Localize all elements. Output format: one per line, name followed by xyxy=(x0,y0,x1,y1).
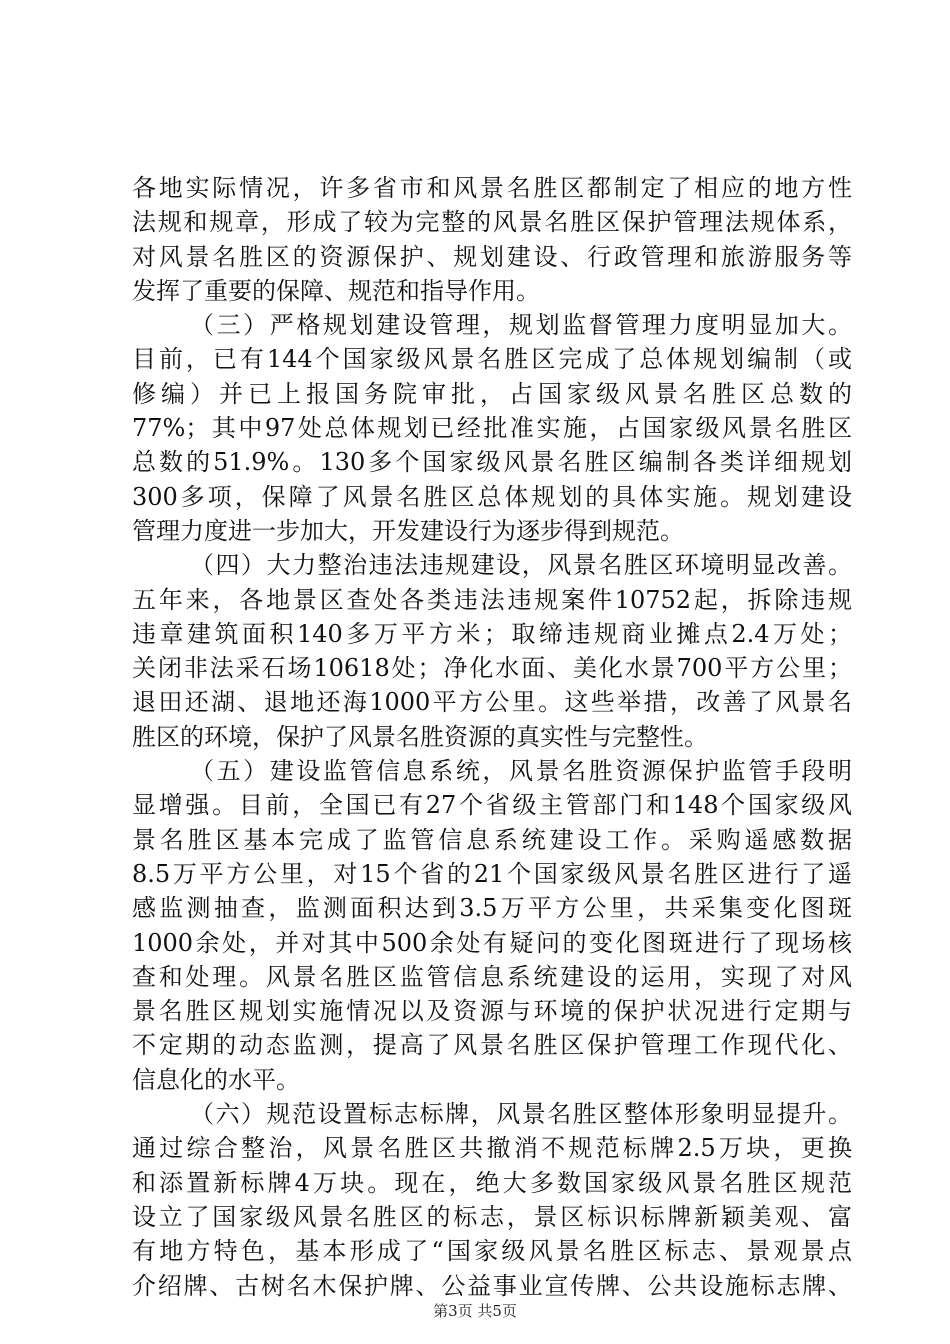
text-line: 景名胜区基本完成了监管信息系统建设工作。采购遥感数据 xyxy=(132,825,852,854)
text-line: 违章建筑面积140多万平方米；取缔违规商业摊点2.4万处； xyxy=(132,619,852,648)
text-line: 修编）并已上报国务院审批，占国家级风景名胜区总数的 xyxy=(132,379,852,408)
text-line: （五）建设监管信息系统，风景名胜资源保护监管手段明 xyxy=(190,757,852,786)
text-line: （四）大力整治违法违规建设，风景名胜区环境明显改善。 xyxy=(190,551,852,580)
text-line: 感监测抽查，监测面积达到3.5万平方公里，共采集变化图斑 xyxy=(132,894,852,923)
text-line: 有地方特色，基本形成了“国家级风景名胜区标志、景观景点 xyxy=(132,1237,852,1266)
text-line: 目前，已有144个国家级风景名胜区完成了总体规划编制（或 xyxy=(132,345,852,374)
text-line: 退田还湖、退地还海1000平方公里。这些举措，改善了风景名 xyxy=(132,688,852,717)
text-line: 关闭非法采石场10618处；净化水面、美化水景700平方公里； xyxy=(132,654,852,683)
text-line: （三）严格规划建设管理，规划监督管理力度明显加大。 xyxy=(190,311,852,340)
text-line: 五年来，各地景区查处各类违法违规案件10752起，拆除违规 xyxy=(132,585,852,614)
text-line: 300多项，保障了风景名胜区总体规划的具体实施。规划建设 xyxy=(132,482,852,511)
text-line: 发挥了重要的保障、规范和指导作用。 xyxy=(132,276,540,305)
text-line: 和添置新标牌4万块。现在，绝大多数国家级风景名胜区规范 xyxy=(132,1168,852,1197)
text-line: 介绍牌、古树名木保护牌、公益事业宣传牌、公共设施标志牌、 xyxy=(132,1271,852,1300)
text-line: 77%；其中97处总体规划已经批准实施，占国家级风景名胜区 xyxy=(132,414,852,443)
text-line: （六）规范设置标志标牌，风景名胜区整体形象明显提升。 xyxy=(190,1100,852,1129)
text-line: 对风景名胜区的资源保护、规划建设、行政管理和旅游服务等 xyxy=(132,242,852,271)
text-line: 管理力度进一步加大，开发建设行为逐步得到规范。 xyxy=(132,516,684,545)
page-footer: 第3页 共5页 xyxy=(433,1302,517,1320)
text-line: 法规和规章，形成了较为完整的风景名胜区保护管理法规体系， xyxy=(132,208,852,237)
document-body xyxy=(132,171,852,1303)
text-line: 胜区的环境，保护了风景名胜资源的真实性与完整性。 xyxy=(132,722,708,751)
text-line: 查和处理。风景名胜区监管信息系统建设的运用，实现了对风 xyxy=(132,962,852,991)
text-line: 显增强。目前，全国已有27个省级主管部门和148个国家级风 xyxy=(132,791,852,820)
text-line: 不定期的动态监测，提高了风景名胜区保护管理工作现代化、 xyxy=(132,1031,852,1060)
text-line: 总数的51.9%。130多个国家级风景名胜区编制各类详细规划 xyxy=(132,448,852,477)
text-line: 信息化的水平。 xyxy=(132,1065,300,1094)
text-line: 通过综合整治，风景名胜区共撤消不规范标牌2.5万块，更换 xyxy=(132,1134,852,1163)
text-line: 8.5万平方公里，对15个省的21个国家级风景名胜区进行了遥 xyxy=(132,859,852,888)
text-line: 各地实际情况，许多省市和风景名胜区都制定了相应的地方性 xyxy=(132,174,852,202)
text-line: 景名胜区规划实施情况以及资源与环境的保护状况进行定期与 xyxy=(132,997,852,1026)
text-line: 1000余处，并对其中500余处有疑问的变化图斑进行了现场核 xyxy=(132,928,852,957)
text-line: 设立了国家级风景名胜区的标志，景区标识标牌新颖美观、富 xyxy=(132,1202,852,1231)
